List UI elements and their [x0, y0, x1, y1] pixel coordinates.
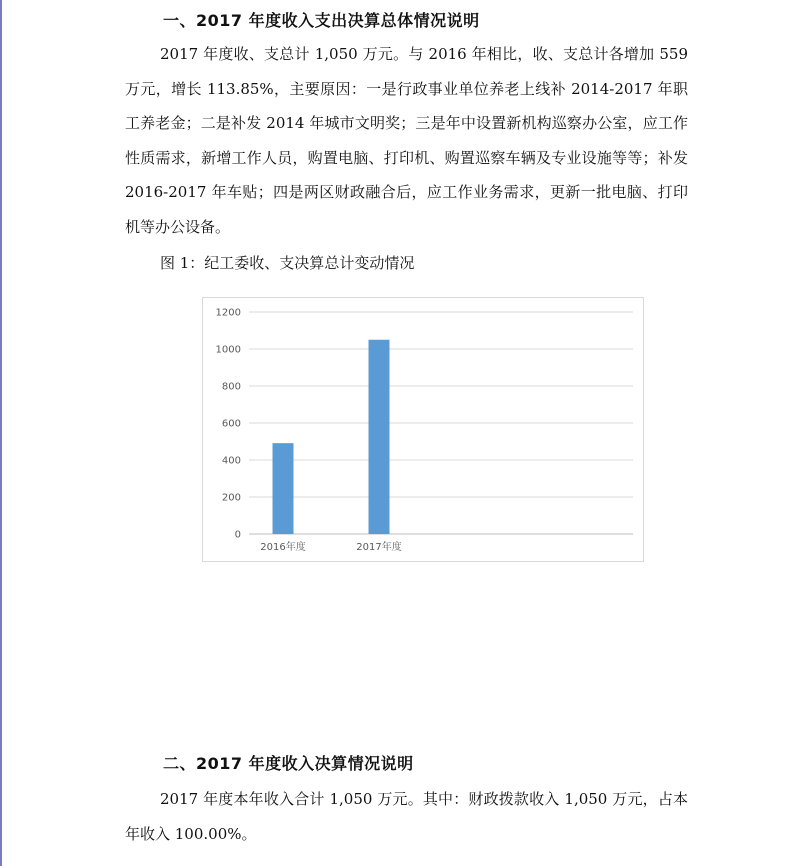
x-tick-label: 2016年度 — [260, 542, 306, 553]
y-tick-label: 0 — [234, 529, 241, 541]
chart-svg — [203, 298, 645, 563]
y-tick-label: 600 — [221, 418, 241, 430]
page-edge — [0, 0, 2, 866]
section2-paragraph: 2017 年度本年收入合计 1,050 万元。其中：财政拨款收入 1,050 万元，占本年收入 100.00%。 — [125, 790, 688, 843]
figure-caption: 图 1：纪工委收、支决算总计变动情况 — [160, 254, 415, 272]
y-tick-label: 1000 — [215, 344, 241, 356]
x-tick-label: 2017年度 — [356, 542, 402, 553]
bar-1 — [273, 443, 294, 534]
section2-heading: 二、2017 年度收入决算情况说明 — [163, 754, 414, 773]
y-tick-label: 400 — [221, 455, 241, 467]
y-tick-label: 1200 — [215, 307, 241, 319]
y-tick-label: 800 — [221, 381, 241, 393]
section1-heading: 一、2017 年度收入支出决算总体情况说明 — [163, 11, 480, 30]
bar-2 — [369, 340, 390, 534]
y-tick-label: 200 — [221, 492, 241, 504]
section1-paragraph: 2017 年度收、支总计 1,050 万元。与 2016 年相比，收、支总计各增加 559 万元，增长 113.85%，主要原因：一是行政事业单位养老上线补 2014-2017 年职工养老金；二是补发 2014 年城市文明奖；三是年中设置新机构巡察办公室，应工作性质需求，新增工作人员，购置电脑、打印机、购置巡察车辆及专业设施等等；补发 2016-2017 年车贴；四是两区财政融合后，应工作业务需求，更新一批电脑、打印机等办公设备。 — [125, 45, 688, 236]
bar-chart — [202, 297, 644, 562]
